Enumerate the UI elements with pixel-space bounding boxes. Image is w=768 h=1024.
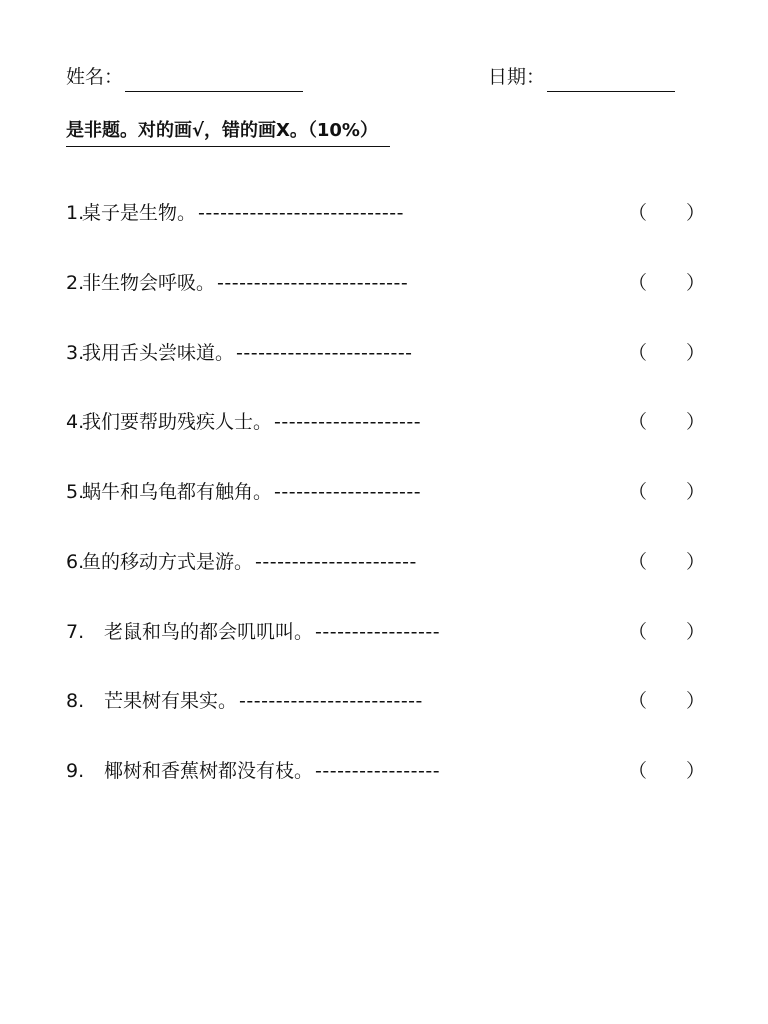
answer-paren-close[interactable]: ） (686, 690, 706, 713)
answer-paren-open[interactable]: （ (628, 550, 648, 573)
name-blank-line[interactable] (125, 69, 303, 92)
question-7 (66, 613, 706, 683)
answer-paren-close[interactable]: ） (686, 411, 706, 434)
dash-leader: ----------------- (315, 620, 441, 643)
answer-paren-close[interactable]: ） (686, 760, 706, 782)
question-3 (66, 334, 706, 404)
answer-paren-open[interactable]: （ (628, 760, 648, 782)
name-field (66, 62, 303, 92)
answer-paren-open[interactable]: （ (628, 481, 648, 503)
question-text: 我们要帮助残疾人士。 (82, 411, 273, 434)
dash-leader: ---------------------------- (198, 202, 404, 224)
question-text: 椰树和香蕉树都没有枝。 (104, 760, 314, 782)
question-number: 3. (66, 341, 85, 364)
answer-paren-close[interactable]: ） (686, 202, 706, 224)
answer-paren-open[interactable]: （ (628, 620, 648, 643)
question-9 (66, 752, 706, 822)
answer-paren-close[interactable]: ） (686, 620, 706, 643)
date-field (488, 62, 675, 92)
question-5 (66, 473, 706, 543)
question-number: 9. (66, 760, 85, 782)
header-row (66, 62, 706, 92)
dash-leader: ------------------------- (239, 690, 423, 713)
question-4 (66, 403, 706, 473)
question-list (66, 194, 706, 822)
question-2 (66, 264, 706, 334)
date-blank-line[interactable] (547, 69, 675, 92)
question-6 (66, 543, 706, 613)
question-number: 5. (66, 481, 85, 503)
question-number: 7. (66, 620, 85, 643)
question-number: 8. (66, 690, 85, 713)
answer-paren-close[interactable]: ） (686, 550, 706, 573)
instruction-heading: 是非题。对的画√，错的画X。（10%） (66, 116, 390, 147)
answer-paren-open[interactable]: （ (628, 411, 648, 434)
question-text: 非生物会呼吸。 (82, 271, 216, 294)
question-number: 6. (66, 550, 85, 573)
question-8 (66, 682, 706, 752)
name-label: 姓名： (66, 66, 124, 88)
question-text: 桌子是生物。 (82, 202, 197, 224)
dash-leader: -------------------- (274, 481, 422, 503)
question-number: 4. (66, 411, 85, 434)
question-text: 芒果树有果实。 (104, 690, 238, 713)
answer-paren-open[interactable]: （ (628, 690, 648, 713)
question-number: 2. (66, 271, 85, 294)
answer-paren-open[interactable]: （ (628, 202, 648, 224)
question-text: 鱼的移动方式是游。 (82, 550, 254, 573)
dash-leader: ---------------------- (255, 550, 417, 573)
dash-leader: ----------------- (315, 760, 441, 782)
answer-paren-open[interactable]: （ (628, 341, 648, 364)
question-text: 老鼠和鸟的都会叽叽叫。 (104, 620, 314, 643)
question-number: 1. (66, 202, 85, 224)
dash-leader: -------------------- (274, 411, 422, 434)
answer-paren-close[interactable]: ） (686, 341, 706, 364)
answer-paren-close[interactable]: ） (686, 481, 706, 503)
dash-leader: ------------------------ (236, 341, 413, 364)
question-text: 蜗牛和乌龟都有触角。 (82, 481, 273, 503)
question-1 (66, 194, 706, 264)
dash-leader: -------------------------- (217, 271, 409, 294)
answer-paren-close[interactable]: ） (686, 271, 706, 294)
date-label: 日期： (488, 66, 546, 88)
answer-paren-open[interactable]: （ (628, 271, 648, 294)
question-text: 我用舌头尝味道。 (82, 341, 235, 364)
